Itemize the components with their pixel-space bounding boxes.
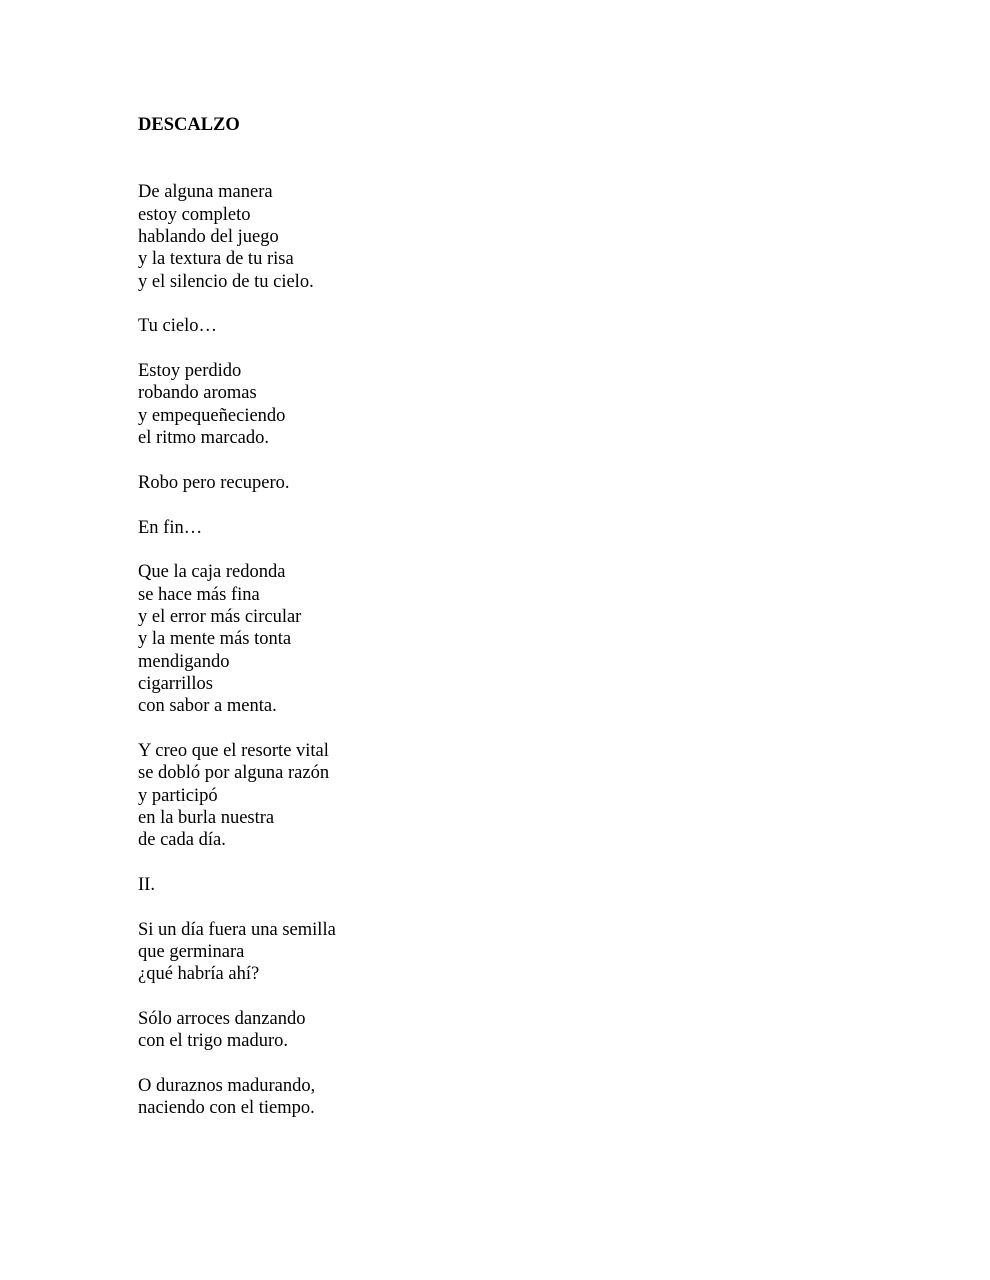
poem-line: O duraznos madurando, (138, 1076, 316, 1097)
stanza (138, 1075, 898, 1120)
poem-line: Si un día fuera una semilla (138, 919, 336, 940)
poem-line: que germinara (138, 942, 245, 963)
poem-body (138, 114, 898, 1142)
stanza (138, 517, 898, 539)
stanza (138, 472, 898, 494)
poem-line: Que la caja redonda (138, 562, 286, 583)
poem-line: y participó (138, 785, 218, 806)
poem-line: hablando del juego (138, 227, 279, 248)
poem-line: y el error más circular (138, 606, 302, 627)
poem-line: En fin… (138, 517, 203, 538)
stanza (138, 315, 898, 337)
stanza (138, 360, 898, 449)
poem-title: DESCALZO (138, 115, 240, 135)
poem-line: ¿qué habría ahí? (138, 964, 260, 985)
poem-line: Tu cielo… (138, 316, 217, 337)
stanza-list (138, 181, 898, 1119)
poem-line: Y creo que el resorte vital (138, 740, 329, 761)
poem-line: en la burla nuestra (138, 807, 275, 828)
poem-line: Estoy perdido (138, 361, 242, 382)
poem-line: de cada día. (138, 830, 226, 851)
poem-line: con el trigo maduro. (138, 1031, 289, 1052)
poem-line: y el silencio de tu cielo. (138, 271, 314, 292)
poem-line: II. (138, 875, 155, 895)
poem-line: y empequeñeciendo (138, 405, 286, 426)
poem-line: robando aromas (138, 383, 257, 404)
stanza (138, 874, 898, 896)
poem-line: y la mente más tonta (138, 629, 292, 650)
stanza (138, 561, 898, 717)
poem-line: estoy completo (138, 204, 251, 225)
stanza (138, 1008, 898, 1053)
stanza (138, 919, 898, 986)
poem-line: cigarrillos (138, 673, 214, 694)
poem-line: se hace más fina (138, 584, 260, 605)
stanza (138, 181, 898, 293)
poem-line: se dobló por alguna razón (138, 763, 330, 784)
poem-line: naciendo con el tiempo. (138, 1098, 315, 1119)
poem-line: con sabor a menta. (138, 696, 277, 717)
poem-line: Sólo arroces danzando (138, 1009, 306, 1030)
title-spacing (138, 136, 898, 181)
poem-line: Robo pero recupero. (138, 472, 290, 493)
poem-line: mendigando (138, 651, 230, 672)
poem-line: y la textura de tu risa (138, 249, 294, 270)
poem-line: De alguna manera (138, 182, 273, 203)
stanza (138, 740, 898, 852)
poem-line: el ritmo marcado. (138, 428, 269, 449)
